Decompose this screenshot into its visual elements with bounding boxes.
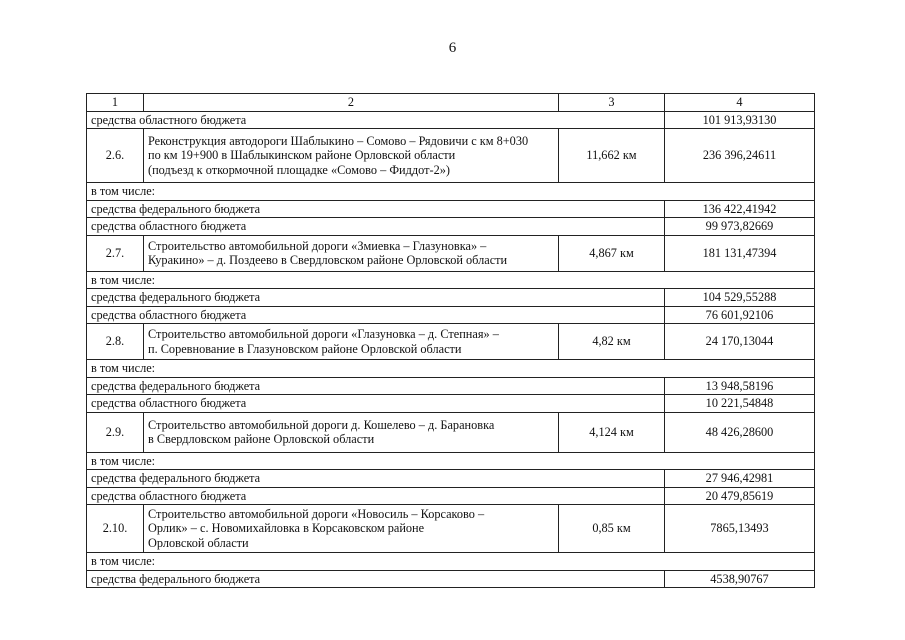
regional-budget-label: средства областного бюджета (87, 218, 665, 236)
project-number: 2.7. (87, 235, 144, 271)
header-col-1: 1 (87, 94, 144, 112)
description-line: по км 19+900 в Шаблыкинском районе Орловской области (148, 148, 456, 163)
federal-budget-label: средства федерального бюджета (87, 377, 665, 395)
description-line: Реконструкция автодороги Шаблыкино – Сомово – Рядовичи с км 8+030 (148, 133, 529, 148)
project-amount: 7865,13493 (665, 505, 815, 553)
description-line: Орлик» – с. Новомихайловка в Корсаковском районе (148, 521, 425, 536)
including-row (87, 452, 815, 470)
header-col-4: 4 (665, 94, 815, 112)
federal-row (87, 470, 815, 488)
regional-budget-label: средства областного бюджета (87, 395, 665, 413)
regional-budget-amount: 76 601,92106 (665, 306, 815, 324)
including-label: в том числе: (87, 360, 815, 378)
project-number: 2.6. (87, 129, 144, 183)
project-amount: 24 170,13044 (665, 324, 815, 360)
federal-budget-amount: 13 948,58196 (665, 377, 815, 395)
header-row (87, 94, 815, 112)
project-amount: 48 426,28600 (665, 412, 815, 452)
header-col-3: 3 (559, 94, 665, 112)
description-line: п. Соревнование в Глазуновском районе Орловской области (148, 341, 462, 356)
project-row-2-8 (87, 324, 815, 360)
description-line: Строительство автомобильной дороги д. Кошелево – д. Барановка (148, 417, 495, 432)
project-number: 2.9. (87, 412, 144, 452)
federal-budget-amount: 104 529,55288 (665, 289, 815, 307)
including-row (87, 271, 815, 289)
project-description (144, 505, 559, 553)
federal-budget-amount: 4538,90767 (665, 570, 815, 588)
financing-table (86, 93, 815, 588)
federal-budget-amount: 27 946,42981 (665, 470, 815, 488)
project-length: 4,82 км (559, 324, 665, 360)
regional-budget-label: средства областного бюджета (87, 487, 665, 505)
header-col-2: 2 (144, 94, 559, 112)
federal-budget-label: средства федерального бюджета (87, 570, 665, 588)
page-number: 6 (448, 40, 457, 56)
project-row-2-9 (87, 412, 815, 452)
project-length: 0,85 км (559, 505, 665, 553)
project-number: 2.10. (87, 505, 144, 553)
project-amount: 236 396,24611 (665, 129, 815, 183)
project-amount: 181 131,47394 (665, 235, 815, 271)
description-line: Строительство автомобильной дороги «Змиевка – Глазуновка» – (148, 238, 487, 253)
project-row-2-7 (87, 235, 815, 271)
federal-budget-label: средства федерального бюджета (87, 200, 665, 218)
regional-budget-amount: 10 221,54848 (665, 395, 815, 413)
project-length: 4,124 км (559, 412, 665, 452)
description-line: Куракино» – д. Поздеево в Свердловском районе Орловской области (148, 253, 508, 267)
project-number: 2.8. (87, 324, 144, 360)
project-length: 11,662 км (559, 129, 665, 183)
project-length: 4,867 км (559, 235, 665, 271)
regional-budget-amount: 20 479,85619 (665, 487, 815, 505)
top-regional-row (87, 111, 815, 129)
project-description (144, 129, 559, 183)
including-label: в том числе: (87, 452, 815, 470)
regional-budget-label: средства областного бюджета (87, 306, 665, 324)
federal-row (87, 289, 815, 307)
regional-row (87, 395, 815, 413)
including-row (87, 553, 815, 571)
description-line: Строительство автомобильной дороги «Новосиль – Корсаково – (148, 506, 485, 521)
federal-row (87, 200, 815, 218)
regional-budget-label: средства областного бюджета (87, 111, 665, 129)
project-row-2-6 (87, 129, 815, 183)
description-line: в Свердловском районе Орловской области (148, 432, 375, 446)
federal-budget-label: средства федерального бюджета (87, 470, 665, 488)
federal-row (87, 570, 815, 588)
regional-row (87, 306, 815, 324)
description-line: Строительство автомобильной дороги «Глазуновка – д. Степная» – (148, 327, 499, 341)
project-description (144, 324, 559, 360)
regional-row (87, 218, 815, 236)
including-row (87, 183, 815, 201)
federal-budget-amount: 136 422,41942 (665, 200, 815, 218)
including-label: в том числе: (87, 553, 815, 571)
regional-budget-amount: 99 973,82669 (665, 218, 815, 236)
federal-budget-label: средства федерального бюджета (87, 289, 665, 307)
description-line: Орловской области (148, 535, 249, 550)
project-description (144, 412, 559, 452)
federal-row (87, 377, 815, 395)
including-label: в том числе: (87, 271, 815, 289)
including-row (87, 360, 815, 378)
description-line: (подъезд к откормочной площадке «Сомово – Фиддот-2») (148, 162, 450, 177)
project-row-2-10 (87, 505, 815, 553)
including-label: в том числе: (87, 183, 815, 201)
regional-row (87, 487, 815, 505)
regional-budget-amount: 101 913,93130 (665, 111, 815, 129)
project-description (144, 235, 559, 271)
